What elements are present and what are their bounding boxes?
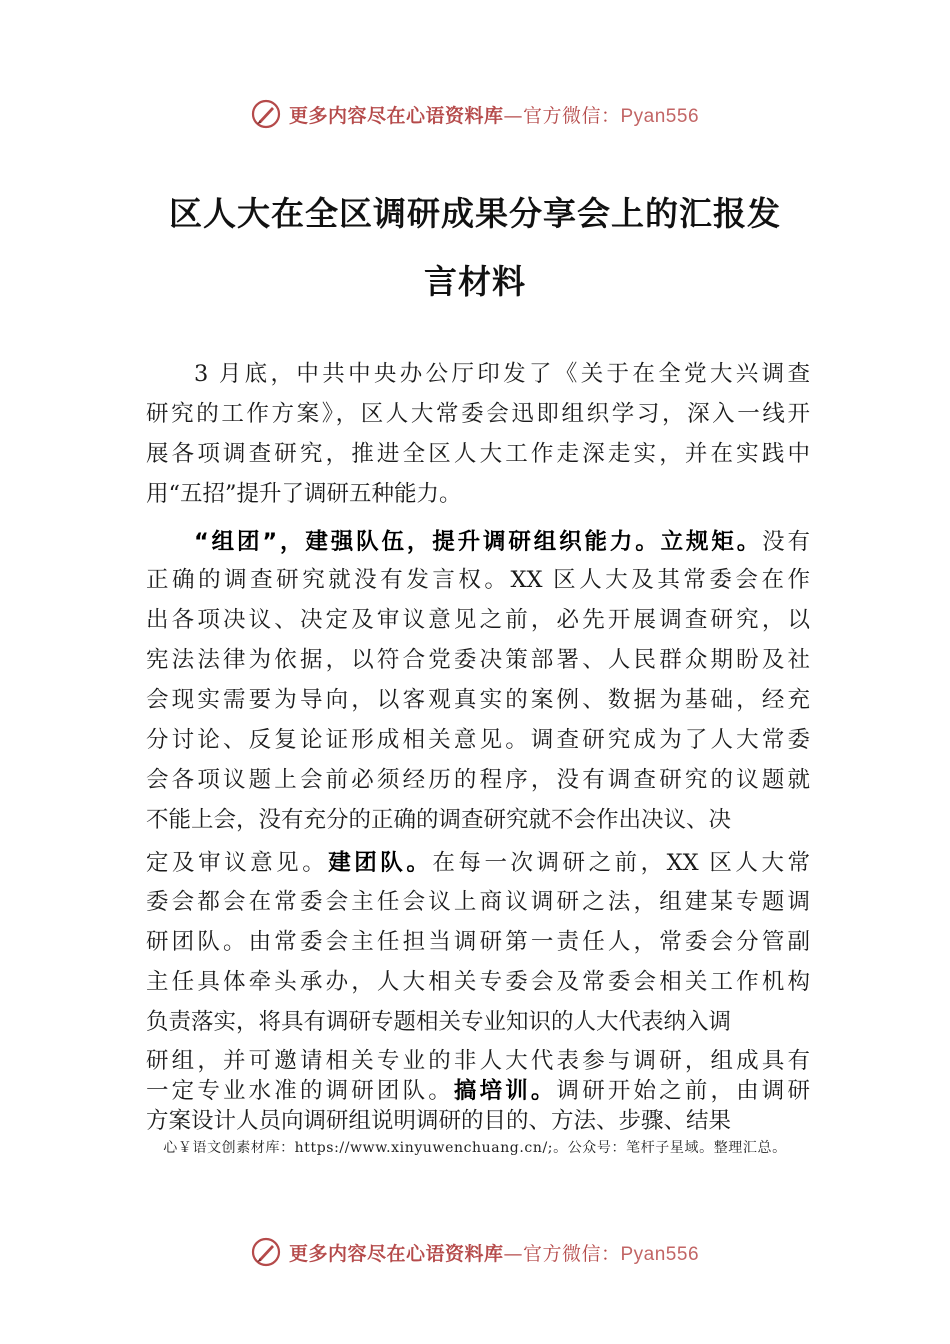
section1-line-13: 负责落实，将具有调研专题相关专业知识的人大代表纳入调 [146, 1009, 732, 1035]
section1-line-15-pre: 一定专业水准的调研团队。 [146, 1078, 454, 1104]
bottom-watermark-banner [0, 1232, 950, 1272]
watermark-separator: —官方微信： [503, 1242, 621, 1265]
quill-pen-logo-icon [251, 99, 281, 129]
section1-line-15 [146, 1074, 810, 1108]
intro-line-1: 3 月底，中共中央办公厅印发了《关于在全党大兴调查 [194, 361, 810, 387]
quill-pen-logo-icon [251, 1237, 281, 1267]
section1-line-6: 分讨论、反复论证形成相关意见。调查研究成为了人大常委 [146, 727, 810, 753]
intro-line-2: 研究的工作方案》，区人大常委会迅即组织学习，深入一线开 [146, 401, 810, 427]
section1-line-16: 方案设计人员向调研组说明调研的目的、方法、步骤、结果 [146, 1108, 732, 1134]
section1-line-9-pre: 定及审议意见。 [146, 850, 329, 876]
document-title-line-2: 言材料 [424, 262, 526, 301]
section1-line-4: 宪法法律为依据，以符合党委决策部署、人民群众期盼及社 [146, 647, 810, 673]
footer-source-note: 心￥语文创素材库：https://www.xinyuwenchuang.cn/;。公众号：笔杆子星域。整理汇总。 [163, 1140, 787, 1156]
watermark-text [289, 101, 699, 128]
section1-line-11: 研团队。由常委会主任担当调研第一责任人，常委会分管副 [146, 929, 810, 955]
intro-line-3: 展各项调查研究，推进全区人大工作走深走实，并在实践中 [146, 441, 810, 467]
section1-line-1 [194, 525, 810, 559]
section1-line-3: 出各项决议、决定及审议意见之前，必先开展调查研究，以 [146, 607, 810, 633]
section1-line-2: 正确的调查研究就没有发言权。XX 区人大及其常委会在作 [146, 567, 810, 593]
section1-line-10: 委会都会在常委会主任会议上商议调研之法，组建某专题调 [146, 889, 810, 915]
section1-line-8: 不能上会，没有充分的正确的调查研究就不会作出决议、决 [146, 807, 732, 833]
top-watermark-banner [0, 94, 950, 134]
section1-line-7: 会各项议题上会前必须经历的程序，没有调查研究的议题就 [146, 767, 810, 793]
watermark-handle: Pyan556 [620, 1243, 700, 1265]
section1-line-9 [146, 846, 810, 880]
intro-line-4: 用“五招”提升了调研五种能力。 [146, 481, 462, 507]
subheading-jian-tuan-dui: 建团队。 [328, 850, 433, 876]
section1-line-5: 会现实需要为导向，以客观真实的案例、数据为基础，经充 [146, 687, 810, 713]
watermark-label: 更多内容尽在心语资料库 [288, 104, 504, 127]
section1-line-9-rest: 在每一次调研之前，XX 区人大常 [432, 850, 810, 876]
watermark-separator: —官方微信： [503, 104, 621, 127]
watermark-handle: Pyan556 [620, 105, 700, 127]
section-heading: “组团”，建强队伍，提升调研组织能力。 [194, 529, 661, 555]
section1-line-14: 研组，并可邀请相关专业的非人大代表参与调研，组成具有 [146, 1048, 810, 1074]
subheading-li-gui-ju: 立规矩。 [660, 529, 763, 555]
subheading-gao-pei-xun: 搞培训。 [453, 1078, 557, 1104]
section1-line-12: 主任具体牵头承办，人大相关专委会及常委会相关工作机构 [146, 969, 810, 995]
section1-line-15-rest: 调研开始之前，由调研 [556, 1078, 810, 1104]
document-title-line-1: 区人大在全区调研成果分享会上的汇报发 [169, 194, 781, 233]
watermark-label: 更多内容尽在心语资料库 [288, 1242, 504, 1265]
section1-line-1-rest: 没有 [762, 529, 810, 555]
watermark-text [289, 1239, 699, 1266]
